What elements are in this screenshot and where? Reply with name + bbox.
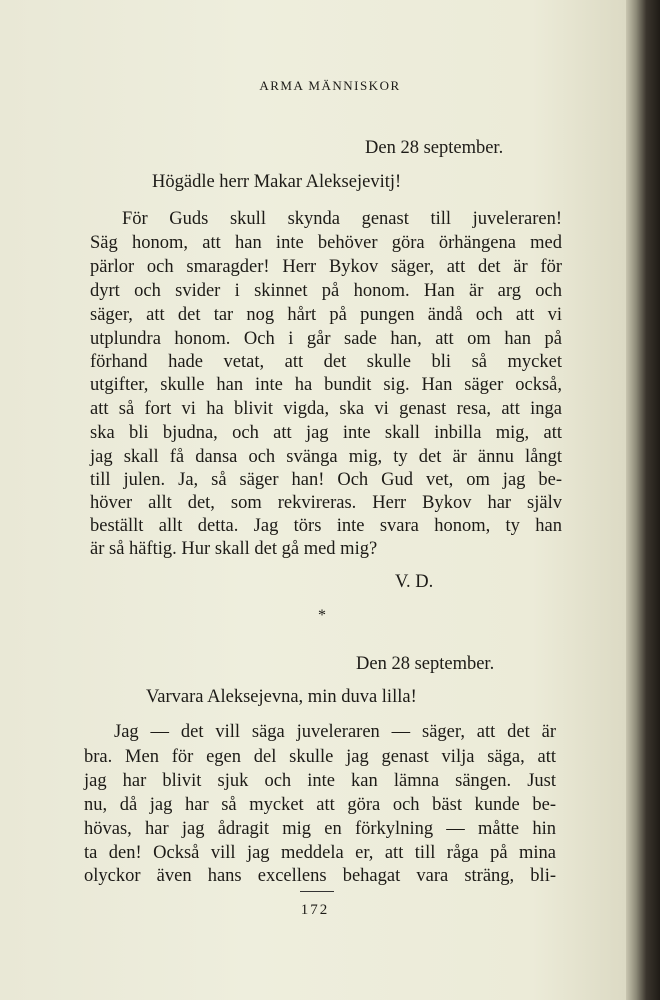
letter1-line-11: jag skall få dansa och svänga mig, ty det är ännu långt [90, 447, 562, 467]
letter1-line-3: pärlor och smaragder! Herr Bykov säger, att det är för [90, 257, 562, 277]
letter2-date: Den 28 september. [356, 654, 495, 674]
letter2-line-6: ta den! Också vill jag meddela er, att till råga på mina [84, 843, 556, 863]
letter1-line-5: säger, att det tar nog hårt på pungen ändå och att vi [90, 305, 562, 325]
running-head: ARMA MÄNNISKOR [259, 78, 401, 93]
letter1-line-8: utgifter, skulle han inte ha bundit sig. Han säger också, [90, 375, 562, 395]
letter1-signature: V. D. [395, 572, 434, 592]
letter2-line-5: hövas, har jag ådragit mig en förkylning — måtte hin [84, 819, 556, 839]
letter2-line-3: jag har blivit sjuk och inte kan lämna sängen. Just [84, 771, 556, 791]
letter1-line-15: är så häftig. Hur skall det gå med mig? [90, 539, 378, 559]
letter2-line-4: nu, då jag har så mycket att göra och bäst kunde be- [84, 795, 556, 815]
letter2-salutation: Varvara Aleksejevna, min duva lilla! [146, 687, 417, 707]
letter1-line-9: att så fort vi ha blivit vigda, ska vi genast resa, att inga [90, 399, 562, 419]
footer-rule [300, 891, 334, 892]
letter1-line-14: beställt allt detta. Jag törs inte svara honom, ty han [90, 516, 562, 536]
section-separator: * [318, 607, 326, 624]
letter2-line-2: bra. Men för egen del skulle jag genast vilja säga, att [84, 747, 556, 767]
letter1-line-4: dyrt och svider i skinnet på honom. Han är arg och [90, 281, 562, 301]
letter2-line-1: Jag — det vill säga juveleraren — säger, att det är [114, 722, 556, 742]
letter1-date: Den 28 september. [365, 138, 504, 158]
letter1-line-10: ska bli bjudna, och att jag inte skall inbilla mig, att [90, 423, 562, 443]
page-number: 172 [300, 902, 330, 918]
letter1-line-12: till julen. Ja, så säger han! Och Gud vet, om jag be- [90, 470, 562, 490]
book-spine-shadow [626, 0, 660, 1000]
letter1-salutation: Högädle herr Makar Aleksejevitj! [152, 172, 402, 192]
letter2-line-7: olyckor även hans excellens behagat vara sträng, bli- [84, 866, 556, 886]
letter1-line-2: Säg honom, att han inte behöver göra örhängena med [90, 233, 562, 253]
letter1-line-13: höver allt det, som rekvireras. Herr Bykov har själv [90, 493, 562, 513]
letter1-line-6: utplundra honom. Och i går sade han, att om han på [90, 329, 562, 349]
letter1-line-1: För Guds skull skynda genast till juveleraren! [122, 209, 562, 229]
letter1-line-7: förhand hade vetat, att det skulle bli så mycket [90, 352, 562, 372]
